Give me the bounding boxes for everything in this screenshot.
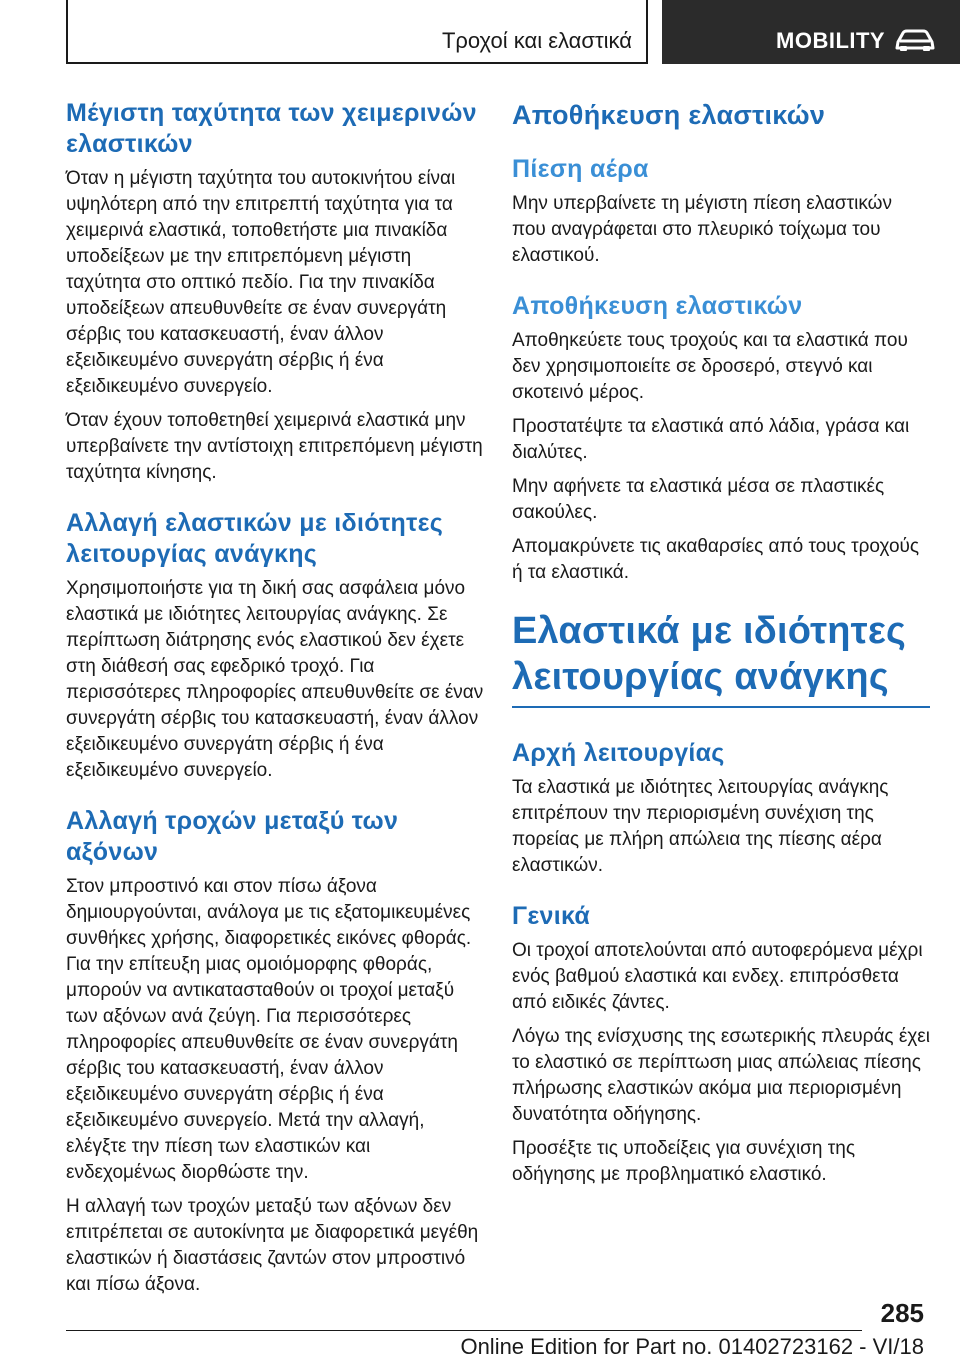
heading-general: Γενικά [512,902,591,930]
left-column [66,98,484,1320]
paragraph: Λόγω της ενίσχυσης της εσωτερικής πλευράς έχει το ελαστικό σε περίπτωση μιας απώλειας πίεσης πλήρωσης ελαστικών ακόμα μια περιορισμένη δυνατότητα οδήγησης. [512,1026,930,1125]
section-principle [512,738,930,879]
paragraph: Μην υπερβαίνετε τη μέγιστη πίεση ελαστικών που αναγράφεται στο πλευρικό τοίχωμα του ελαστικού. [512,193,892,266]
paragraph: Η αλλαγή των τροχών μεταξύ των αξόνων δεν επιτρέπεται σε αυτοκίνητα με διαφορετικά μεγέθη ελαστικών ή διαστάσεις ζαντών στον μπροστινό και πίσω άξονα. [66,1196,479,1295]
paragraph: Τα ελαστικά με ιδιότητες λειτουργίας ανάγκης επιτρέπουν την περιορισμένη συνέχιση της πορείας με πλήρη απώλεια της πίεσης αέρα ελαστικών. [512,777,889,876]
paragraph: Προστατέψτε τα ελαστικά από λάδια, γράσα και διαλύτες. [512,416,910,463]
paragraph: Χρησιμοποιήστε για τη δική σας ασφάλεια μόνο ελαστικά με ιδιότητες λειτουργίας ανάγκης. Σε περίπτωση διάτρησης ενός ελαστικού δεν έχετε στη διάθεσή σας εφεδρικό τροχό. Για περισσότερες πληροφορίες απευθυνθείτε σε έναν συνεργάτη σέρβις του κατασκευαστή, έναν άλλον εξειδικευμένο συνεργάτη σέρβις ή ένα εξειδικευμένο συνεργείο. [66,578,484,781]
heading-tire-storage: Αποθήκευση ελαστικών [512,100,826,130]
footer-divider [66,1330,862,1331]
section-storing-tires [512,291,930,586]
heading-winter-speed: Μέγιστη ταχύτητα των χειμερινών ελαστικών [66,99,477,158]
paragraph: Απομακρύνετε τις ακαθαρσίες από τους τροχούς ή τα ελαστικά. [512,536,920,583]
car-icon [894,28,936,52]
heading-axle-swap: Αλλαγή τροχών μεταξύ των αξόνων [66,807,399,866]
section-winter-speed [66,98,484,486]
heading-storing-tires: Αποθήκευση ελαστικών [512,292,803,320]
section-axle-swap [66,806,484,1298]
section-tab [66,0,648,64]
section-title: Τροχοί και ελαστικά [441,28,632,53]
edition-note: Online Edition for Part no. 01402723162 - VI/18 [460,1334,924,1359]
heading-runflat-tires: Ελαστικά με ιδιότητες λειτουργίας ανάγκης [512,608,930,708]
heading-air-pressure: Πίεση αέρα [512,155,649,183]
paragraph: Μην αφήνετε τα ελαστικά μέσα σε πλαστικές σακούλες. [512,476,885,523]
section-runflat-change [66,508,484,784]
paragraph: Στον μπροστινό και στον πίσω άξονα δημιουργούνται, ανάλογα με τις εξατομικευμένες συνθήκες χρήσης, διαφορετικές εικόνες φθοράς. Για την επίτευξη μιας ομοιόμορφης φθοράς, μπορούν να αντικατασταθούν οι τροχοί μεταξύ των αξόνων ανά ζεύγη. Για περισσότερες πληροφορίες απευθυνθείτε σε έναν συνεργάτη σέρβις του κατασκευαστή, έναν άλλον εξειδικευμένο συνεργάτη σέρβις ή ένα εξειδικευμένο συνεργείο. Μετά την αλλαγή, ελέγξτε την πίεση των ελαστικών και ενδεχομένως διορθώστε την. [66,876,472,1183]
chapter-title: MOBILITY [776,28,886,53]
right-column [512,98,930,1210]
paragraph: Όταν έχουν τοποθετηθεί χειμερινά ελαστικά μην υπερβαίνετε την αντίστοιχη επιτρεπόμενη μέγιστη ταχύτητα κίνησης. [66,410,483,483]
paragraph: Αποθηκεύετε τους τροχούς και τα ελαστικά που δεν χρησιμοποιείτε σε δροσερό, στεγνό και σκοτεινό μέρος. [512,330,908,403]
paragraph: Όταν η μέγιστη ταχύτητα του αυτοκινήτου είναι υψηλότερη από την επιτρεπτή ταχύτητα για τα χειμερινά ελαστικά, τοποθετήστε μια πινακίδα υποδείξεων με την επιτρεπόμενη μέγιστη ταχύτητα στο οπτικό πεδίο. Για την πινακίδα υποδείξεων απευθυνθείτε σε έναν συνεργάτη σέρβις του κατασκευαστή, έναν άλλον εξειδικευμένο συνεργάτη σέρβις ή ένα εξειδικευμένο συνεργείο. [66,168,456,397]
page-header [0,0,960,66]
page-number: 285 [880,1298,924,1328]
section-general [512,901,930,1188]
chapter-tab [662,0,960,64]
heading-principle: Αρχή λειτουργίας [512,739,725,767]
paragraph: Οι τροχοί αποτελούνται από αυτοφερόμενα μέχρι ενός βαθμού ελαστικά και ενδεχ. επιπρόσθετα από ειδικές ζάντες. [512,940,923,1013]
section-air-pressure [512,154,930,269]
paragraph: Προσέξτε τις υποδείξεις για συνέχιση της οδήγησης με προβληματικό ελαστικό. [512,1138,855,1185]
heading-runflat-change: Αλλαγή ελαστικών με ιδιότητες λειτουργίας ανάγκης [66,509,444,568]
